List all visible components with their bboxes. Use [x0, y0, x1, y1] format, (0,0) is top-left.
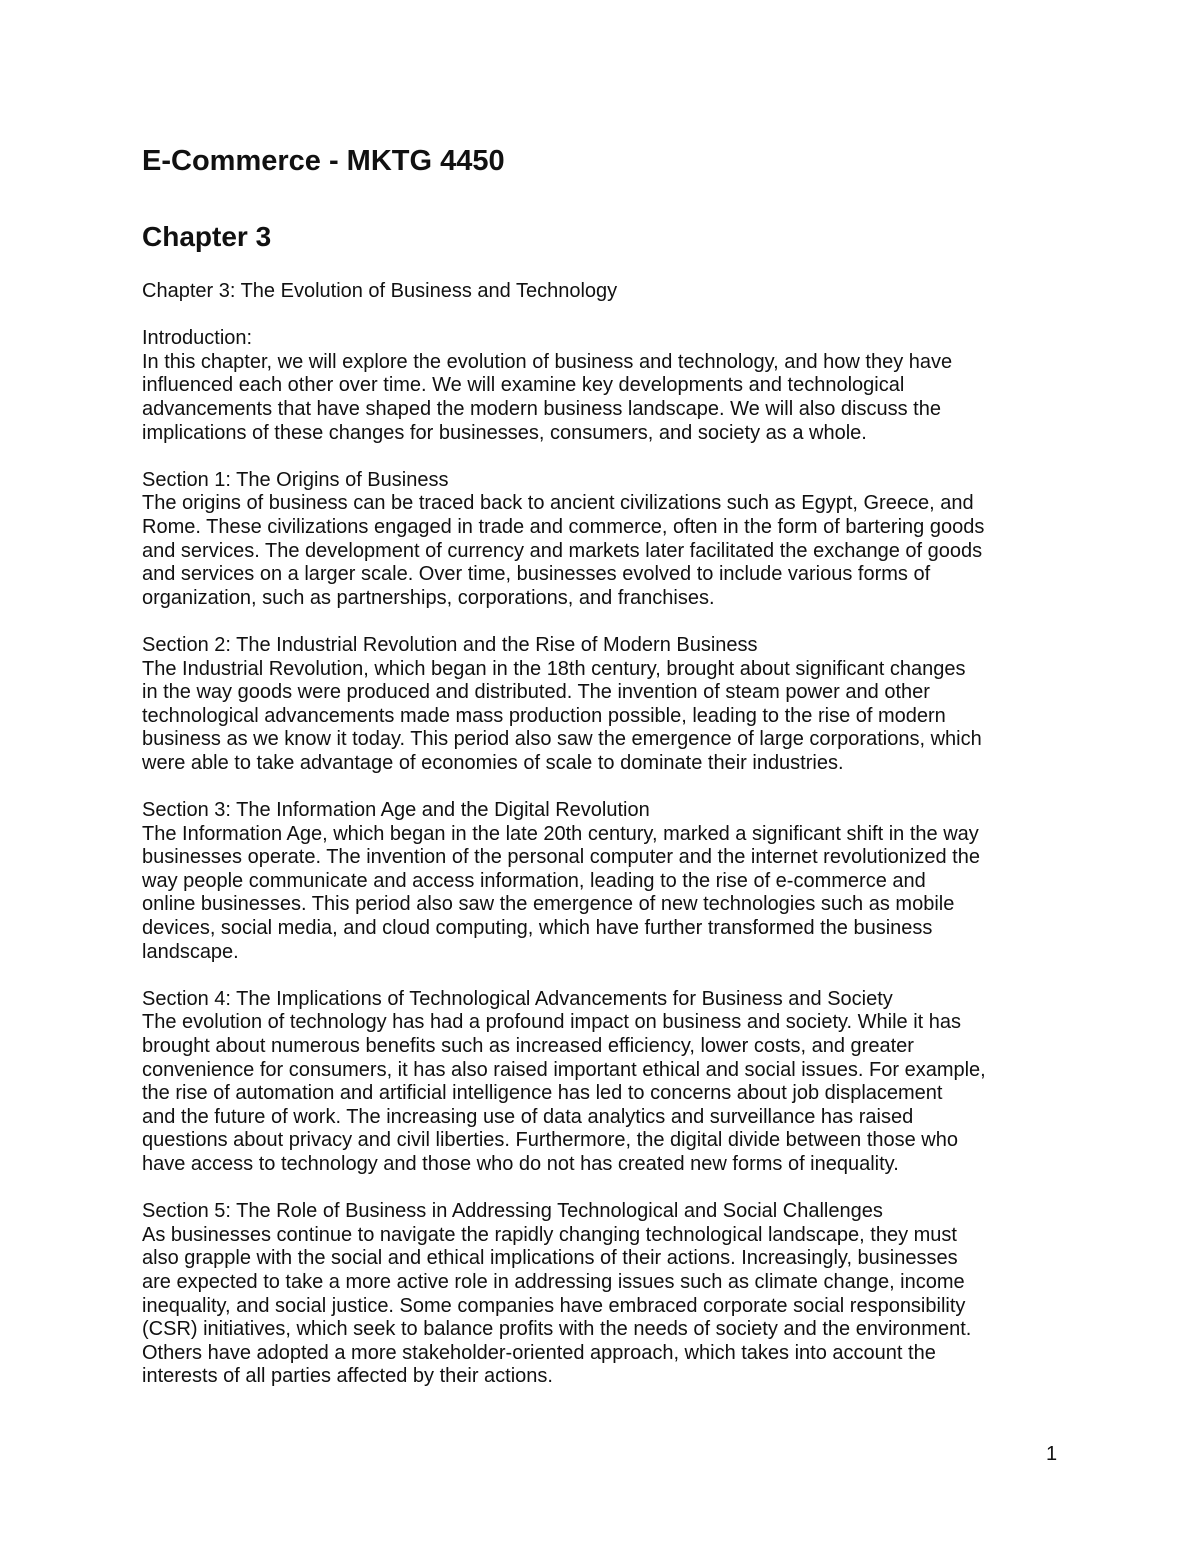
text-line: questions about privacy and civil liberties. Furthermore, the digital divide between those who	[142, 1129, 958, 1152]
text-line: In this chapter, we will explore the evolution of business and technology, and how they have	[142, 350, 953, 373]
page-number: 1	[1046, 1443, 1058, 1465]
text-line: The evolution of technology has had a profound impact on business and society. While it has	[142, 1011, 962, 1034]
text-line: organization, such as partnerships, corporations, and franchises.	[142, 586, 715, 609]
text-line: also grapple with the social and ethical implications of their actions. Increasingly, businesses	[142, 1247, 958, 1270]
text-line: Introduction:	[142, 327, 253, 350]
text-line: The Industrial Revolution, which began in the 18th century, brought about significant changes	[142, 657, 966, 680]
text-line: and the future of work. The increasing use of data analytics and surveillance has raised	[142, 1105, 914, 1128]
text-line: Rome. These civilizations engaged in trade and commerce, often in the form of bartering goods	[142, 515, 985, 538]
text-line: Section 5: The Role of Business in Addressing Technological and Social Challenges	[142, 1200, 883, 1223]
text-line: the rise of automation and artificial intelligence has led to concerns about job displacement	[142, 1082, 943, 1105]
text-line: As businesses continue to navigate the rapidly changing technological landscape, they must	[142, 1223, 957, 1246]
text-line: have access to technology and those who do not has created new forms of inequality.	[142, 1152, 899, 1175]
text-line: and services. The development of currency and markets later facilitated the exchange of goods	[142, 539, 983, 562]
text-line: The Information Age, which began in the late 20th century, marked a significant shift in the way	[142, 822, 979, 845]
text-line: in the way goods were produced and distributed. The invention of steam power and other	[142, 681, 930, 704]
paragraph	[142, 988, 1072, 1177]
text-line: brought about numerous benefits such as increased efficiency, lower costs, and greater	[142, 1035, 914, 1057]
text-line: online businesses. This period also saw the emergence of new technologies such as mobile	[142, 893, 955, 916]
paragraph	[142, 280, 1072, 304]
text-line: Section 2: The Industrial Revolution and the Rise of Modern Business	[142, 633, 758, 656]
paragraph	[142, 1200, 1072, 1389]
paragraph	[142, 469, 1072, 611]
text-line: businesses operate. The invention of the personal computer and the internet revolutionized the	[142, 846, 980, 869]
text-line: Chapter 3: The Evolution of Business and Technology	[142, 280, 618, 302]
text-line: are expected to take a more active role in addressing issues such as climate change, income	[142, 1270, 965, 1293]
document-body	[142, 280, 1072, 1389]
text-line: convenience for consumers, it has also raised important ethical and social issues. For example,	[142, 1058, 986, 1081]
text-line: Section 4: The Implications of Technological Advancements for Business and Society	[142, 987, 893, 1010]
text-line: influenced each other over time. We will examine key developments and technological	[142, 374, 905, 397]
text-line: (CSR) initiatives, which seek to balance profits with the needs of society and the environment.	[142, 1318, 972, 1341]
text-line: landscape.	[142, 940, 239, 963]
text-line: inequality, and social justice. Some companies have embraced corporate social responsibility	[142, 1294, 966, 1317]
chapter-heading: Chapter 3	[142, 221, 272, 252]
text-line: The origins of business can be traced back to ancient civilizations such as Egypt, Greece, and	[142, 492, 974, 515]
text-line: implications of these changes for businesses, consumers, and society as a whole.	[142, 421, 867, 444]
text-line: business as we know it today. This period also saw the emergence of large corporations, which	[142, 728, 982, 751]
text-line: were able to take advantage of economies of scale to dominate their industries.	[142, 751, 844, 774]
paragraph	[142, 799, 1072, 964]
text-line: way people communicate and access information, leading to the rise of e-commerce and	[142, 869, 926, 892]
text-line: technological advancements made mass production possible, leading to the rise of modern	[142, 704, 946, 727]
text-line: Section 1: The Origins of Business	[142, 468, 449, 491]
document-title: E-Commerce - MKTG 4450	[142, 145, 505, 177]
text-line: and services on a larger scale. Over time, businesses evolved to include various forms of	[142, 563, 931, 586]
text-line: interests of all parties affected by their actions.	[142, 1365, 553, 1388]
text-line: devices, social media, and cloud computing, which have further transformed the business	[142, 917, 933, 940]
text-line: Section 3: The Information Age and the Digital Revolution	[142, 799, 650, 822]
text-line: Others have adopted a more stakeholder-oriented approach, which takes into account the	[142, 1341, 936, 1364]
paragraph	[142, 327, 1072, 445]
text-line: advancements that have shaped the modern business landscape. We will also discuss the	[142, 397, 941, 420]
paragraph	[142, 634, 1072, 776]
